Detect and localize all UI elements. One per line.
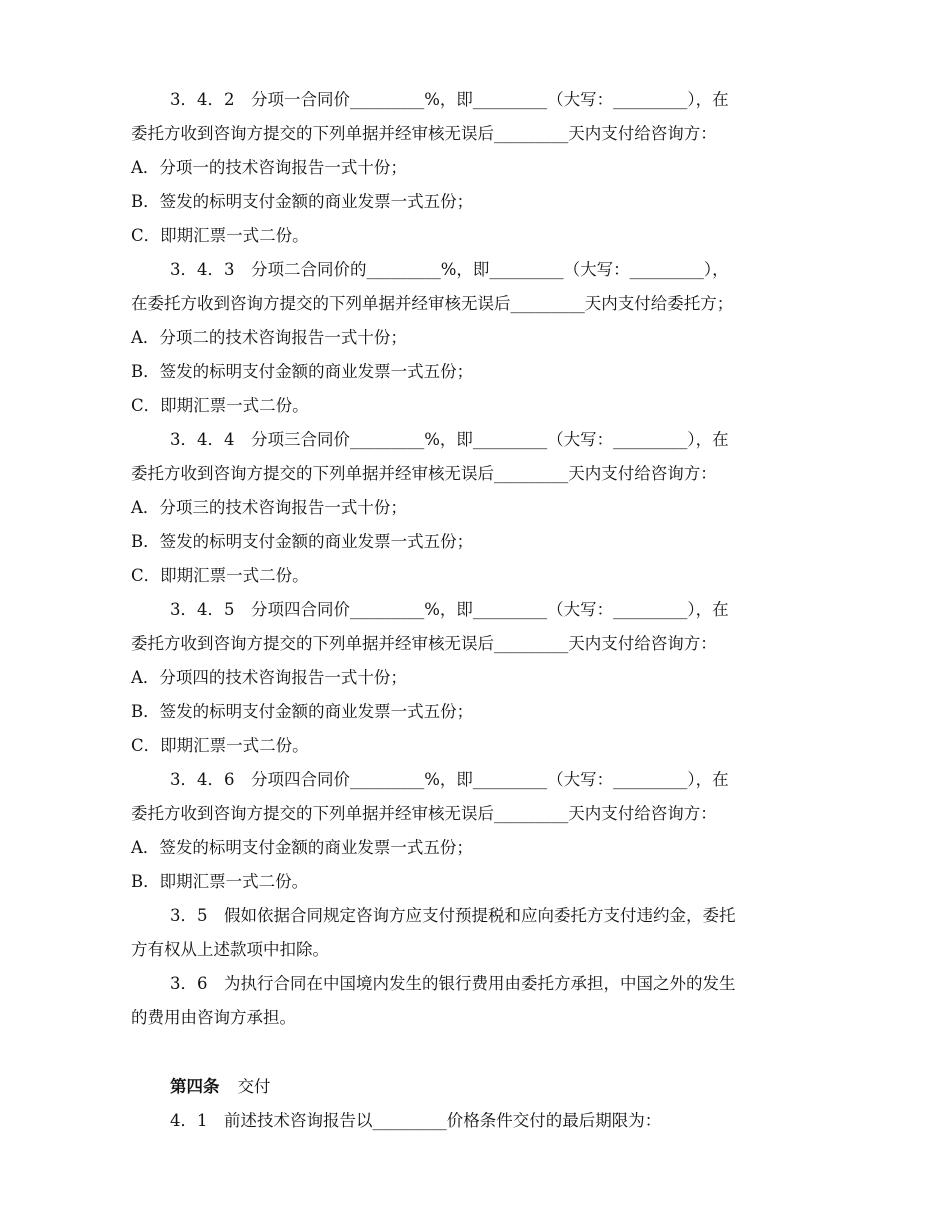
section-4-heading xyxy=(170,1070,860,1104)
section-4-heading-label: 第四条 xyxy=(170,1077,220,1096)
clause-3-4-4-line-2: 委托方收到咨询方提交的下列单据并经审核无误后_________天内支付给咨询方： xyxy=(131,464,717,483)
clause-3-5-line-1: 3．5 假如依据合同规定咨询方应支付预提税和应向委托方支付违约金，委托 xyxy=(170,906,736,925)
clause-3-4-5-item-a: A．分项四的技术咨询报告一式十份； xyxy=(131,668,407,687)
clause-3-4-2-item-c: C．即期汇票一式二份。 xyxy=(131,226,309,245)
clause-3-4-2-line-1: 3．4．2 分项一合同价_________%，即_________（大写：_________），在 xyxy=(170,90,729,109)
clause-3-4-2-item-a: A．分项一的技术咨询报告一式十份； xyxy=(131,158,407,177)
clause-3-6-line-2: 的费用由咨询方承担。 xyxy=(131,1008,296,1027)
clause-3-6-line-1: 3．6 为执行合同在中国境内发生的银行费用由委托方承担，中国之外的发生 xyxy=(170,974,736,993)
clause-3-4-6-line-1: 3．4．6 分项四合同价_________%，即_________（大写：_________），在 xyxy=(170,770,729,789)
clause-3-4-5-line-1: 3．4．5 分项四合同价_________%，即_________（大写：_________），在 xyxy=(170,600,729,619)
clause-3-4-4-line-1: 3．4．4 分项三合同价_________%，即_________（大写：_________），在 xyxy=(170,430,729,449)
clause-3-4-6-item-a: A．签发的标明支付金额的商业发票一式五份； xyxy=(131,838,473,857)
clause-3-4-4-item-b: B．签发的标明支付金额的商业发票一式五份； xyxy=(131,532,474,551)
clause-3-4-6-item-b: B．即期汇票一式二份。 xyxy=(131,872,309,891)
clause-3-4-2-line-2: 委托方收到咨询方提交的下列单据并经审核无误后_________天内支付给咨询方： xyxy=(131,124,717,143)
clause-3-4-5-line-2: 委托方收到咨询方提交的下列单据并经审核无误后_________天内支付给咨询方： xyxy=(131,634,717,653)
clause-3-4-3-line-2: 在委托方收到咨询方提交的下列单据并经审核无误后_________天内支付给委托方； xyxy=(131,294,734,313)
clause-3-4-4-item-c: C．即期汇票一式二份。 xyxy=(131,566,309,585)
clause-3-4-4-item-a: A．分项三的技术咨询报告一式十份； xyxy=(131,498,407,517)
clause-3-4-6-line-2: 委托方收到咨询方提交的下列单据并经审核无误后_________天内支付给咨询方： xyxy=(131,804,717,823)
section-4-heading-title: 交付 xyxy=(237,1077,271,1096)
clause-3-4-3-line-1: 3．4．3 分项二合同价的_________%，即_________（大写：_________）， xyxy=(170,260,729,279)
clause-3-4-5-item-c: C．即期汇票一式二份。 xyxy=(131,736,309,755)
clause-3-4-3-item-a: A．分项二的技术咨询报告一式十份； xyxy=(131,328,407,347)
clause-3-5-line-2: 方有权从上述款项中扣除。 xyxy=(131,940,329,959)
clause-3-4-3-item-c: C．即期汇票一式二份。 xyxy=(131,396,309,415)
clause-4-1: 4．1 前述技术咨询报告以_________价格条件交付的最后期限为： xyxy=(170,1111,662,1130)
clause-3-4-3-item-b: B．签发的标明支付金额的商业发票一式五份； xyxy=(131,362,474,381)
clause-3-4-5-item-b: B．签发的标明支付金额的商业发票一式五份； xyxy=(131,702,474,721)
clause-3-4-2-item-b: B．签发的标明支付金额的商业发票一式五份； xyxy=(131,192,474,211)
